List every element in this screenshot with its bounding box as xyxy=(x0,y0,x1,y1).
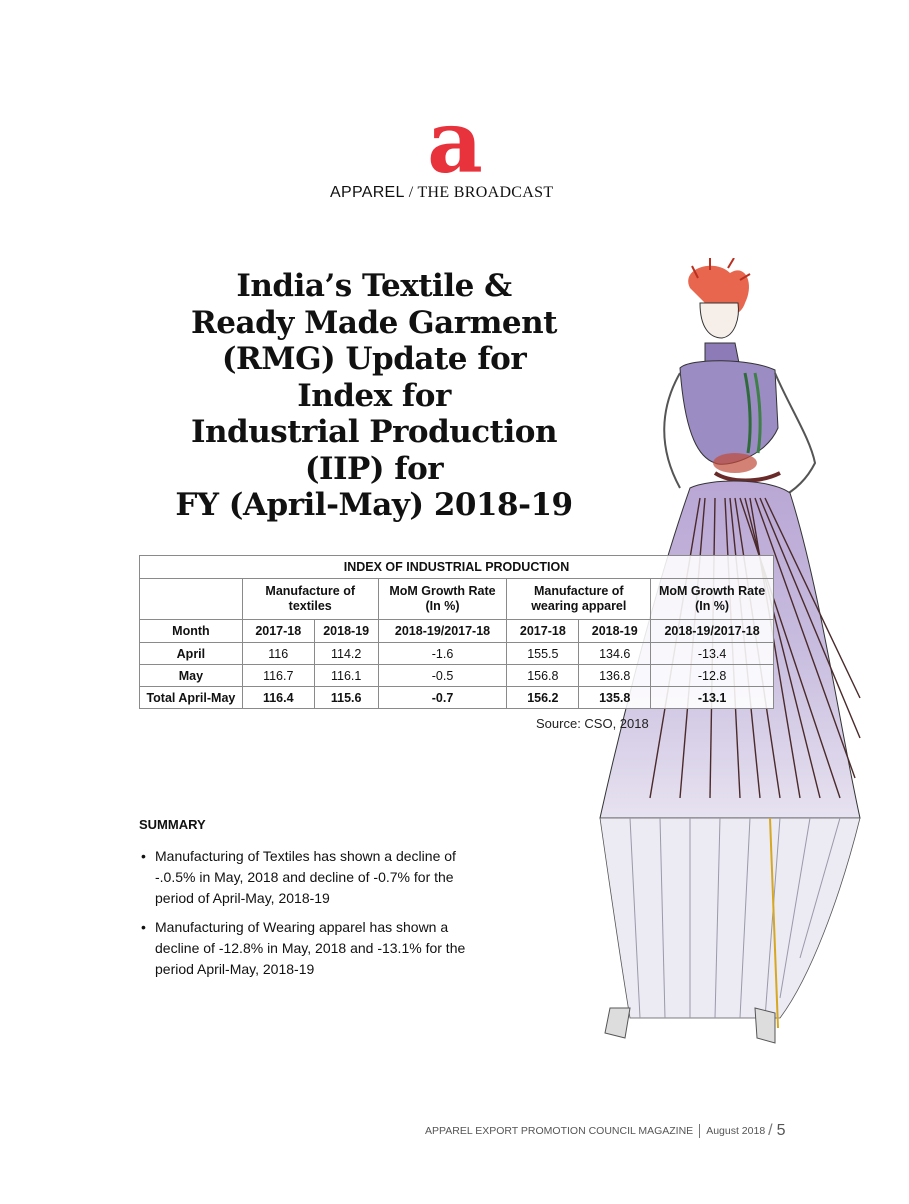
table-cell: -13.1 xyxy=(651,687,774,709)
footer-issue: August 2018 xyxy=(706,1124,766,1137)
bullet-icon: • xyxy=(141,919,146,935)
summary-list xyxy=(139,846,484,988)
table-cell: 114.2 xyxy=(314,643,378,665)
bullet-icon: • xyxy=(141,848,146,864)
title-line: India’s Textile & xyxy=(236,268,512,304)
table-source: Source: CSO, 2018 xyxy=(536,716,649,731)
table-cell: 156.8 xyxy=(507,665,579,687)
brand-name-separator: / xyxy=(408,184,414,201)
table-row-label: Total April-May xyxy=(140,687,243,709)
table-row xyxy=(140,643,774,665)
brand-name-apparel: APPAREL xyxy=(330,184,405,201)
table-column-header: 2017-18 xyxy=(242,620,314,643)
table-row xyxy=(140,665,774,687)
table-row-total xyxy=(140,687,774,709)
table-column-header: 2018-19/2017-18 xyxy=(651,620,774,643)
iip-table xyxy=(139,555,774,709)
table-cell: 135.8 xyxy=(579,687,651,709)
table-cell: -12.8 xyxy=(651,665,774,687)
summary-item xyxy=(139,917,484,980)
table-caption: INDEX OF INDUSTRIAL PRODUCTION xyxy=(140,556,774,579)
footer-divider xyxy=(699,1124,700,1138)
title-line: (RMG) Update for xyxy=(221,341,527,377)
page-footer xyxy=(425,1122,785,1140)
table-column-header: 2018-19/2017-18 xyxy=(378,620,507,643)
table-group-header: MoM Growth Rate (In %) xyxy=(651,579,774,620)
table-row-label: May xyxy=(140,665,243,687)
table-cell: 155.5 xyxy=(507,643,579,665)
footer-magazine: APPAREL EXPORT PROMOTION COUNCIL MAGAZINE xyxy=(425,1124,694,1137)
brand-name-broadcast: THE BROADCAST xyxy=(417,184,554,201)
table-group-header: Manufacture of textiles xyxy=(242,579,378,620)
title-line: Industrial Production xyxy=(190,414,557,450)
title-line: FY (April-May) 2018-19 xyxy=(175,487,573,523)
table-cell: 156.2 xyxy=(507,687,579,709)
summary-item-text: Manufacturing of Textiles has shown a decline of -.0.5% in May, 2018 and decline of -0.7% for the period of April-May, 2018-19 xyxy=(155,848,456,906)
table-column-header: 2017-18 xyxy=(507,620,579,643)
table-cell: 116.1 xyxy=(314,665,378,687)
table-column-header: 2018-19 xyxy=(314,620,378,643)
table-cell: -0.7 xyxy=(378,687,507,709)
table-cell: 116.4 xyxy=(242,687,314,709)
brand-logo-mark: a xyxy=(427,92,483,193)
table-group-header: Manufacture of wearing apparel xyxy=(507,579,651,620)
title-line: (IIP) for xyxy=(304,450,444,487)
table-cell: -1.6 xyxy=(378,643,507,665)
footer-slash: / xyxy=(768,1122,773,1139)
summary-item xyxy=(139,846,484,909)
table-row-label: April xyxy=(140,643,243,665)
summary-item-text: Manufacturing of Wearing apparel has shown a decline of -12.8% in May, 2018 and -13.1% for the period April-May, 2018-19 xyxy=(155,919,466,977)
table-cell: 116.7 xyxy=(242,665,314,687)
summary-heading: SUMMARY xyxy=(139,817,206,832)
table-cell: 116 xyxy=(242,643,314,665)
table-cell: -13.4 xyxy=(651,643,774,665)
table-cell: 136.8 xyxy=(579,665,651,687)
table-column-header: 2018-19 xyxy=(579,620,651,643)
page-number: 5 xyxy=(776,1122,786,1139)
table-cell: 134.6 xyxy=(579,643,651,665)
title-line: Index for xyxy=(297,377,451,414)
table-group-header-empty xyxy=(140,579,243,620)
page-title xyxy=(150,268,598,524)
table-group-header: MoM Growth Rate (In %) xyxy=(378,579,507,620)
table-cell: 115.6 xyxy=(314,687,378,709)
table-column-header: Month xyxy=(140,620,243,643)
table-cell: -0.5 xyxy=(378,665,507,687)
title-line: Ready Made Garment xyxy=(191,304,557,341)
brand-name xyxy=(330,184,590,202)
